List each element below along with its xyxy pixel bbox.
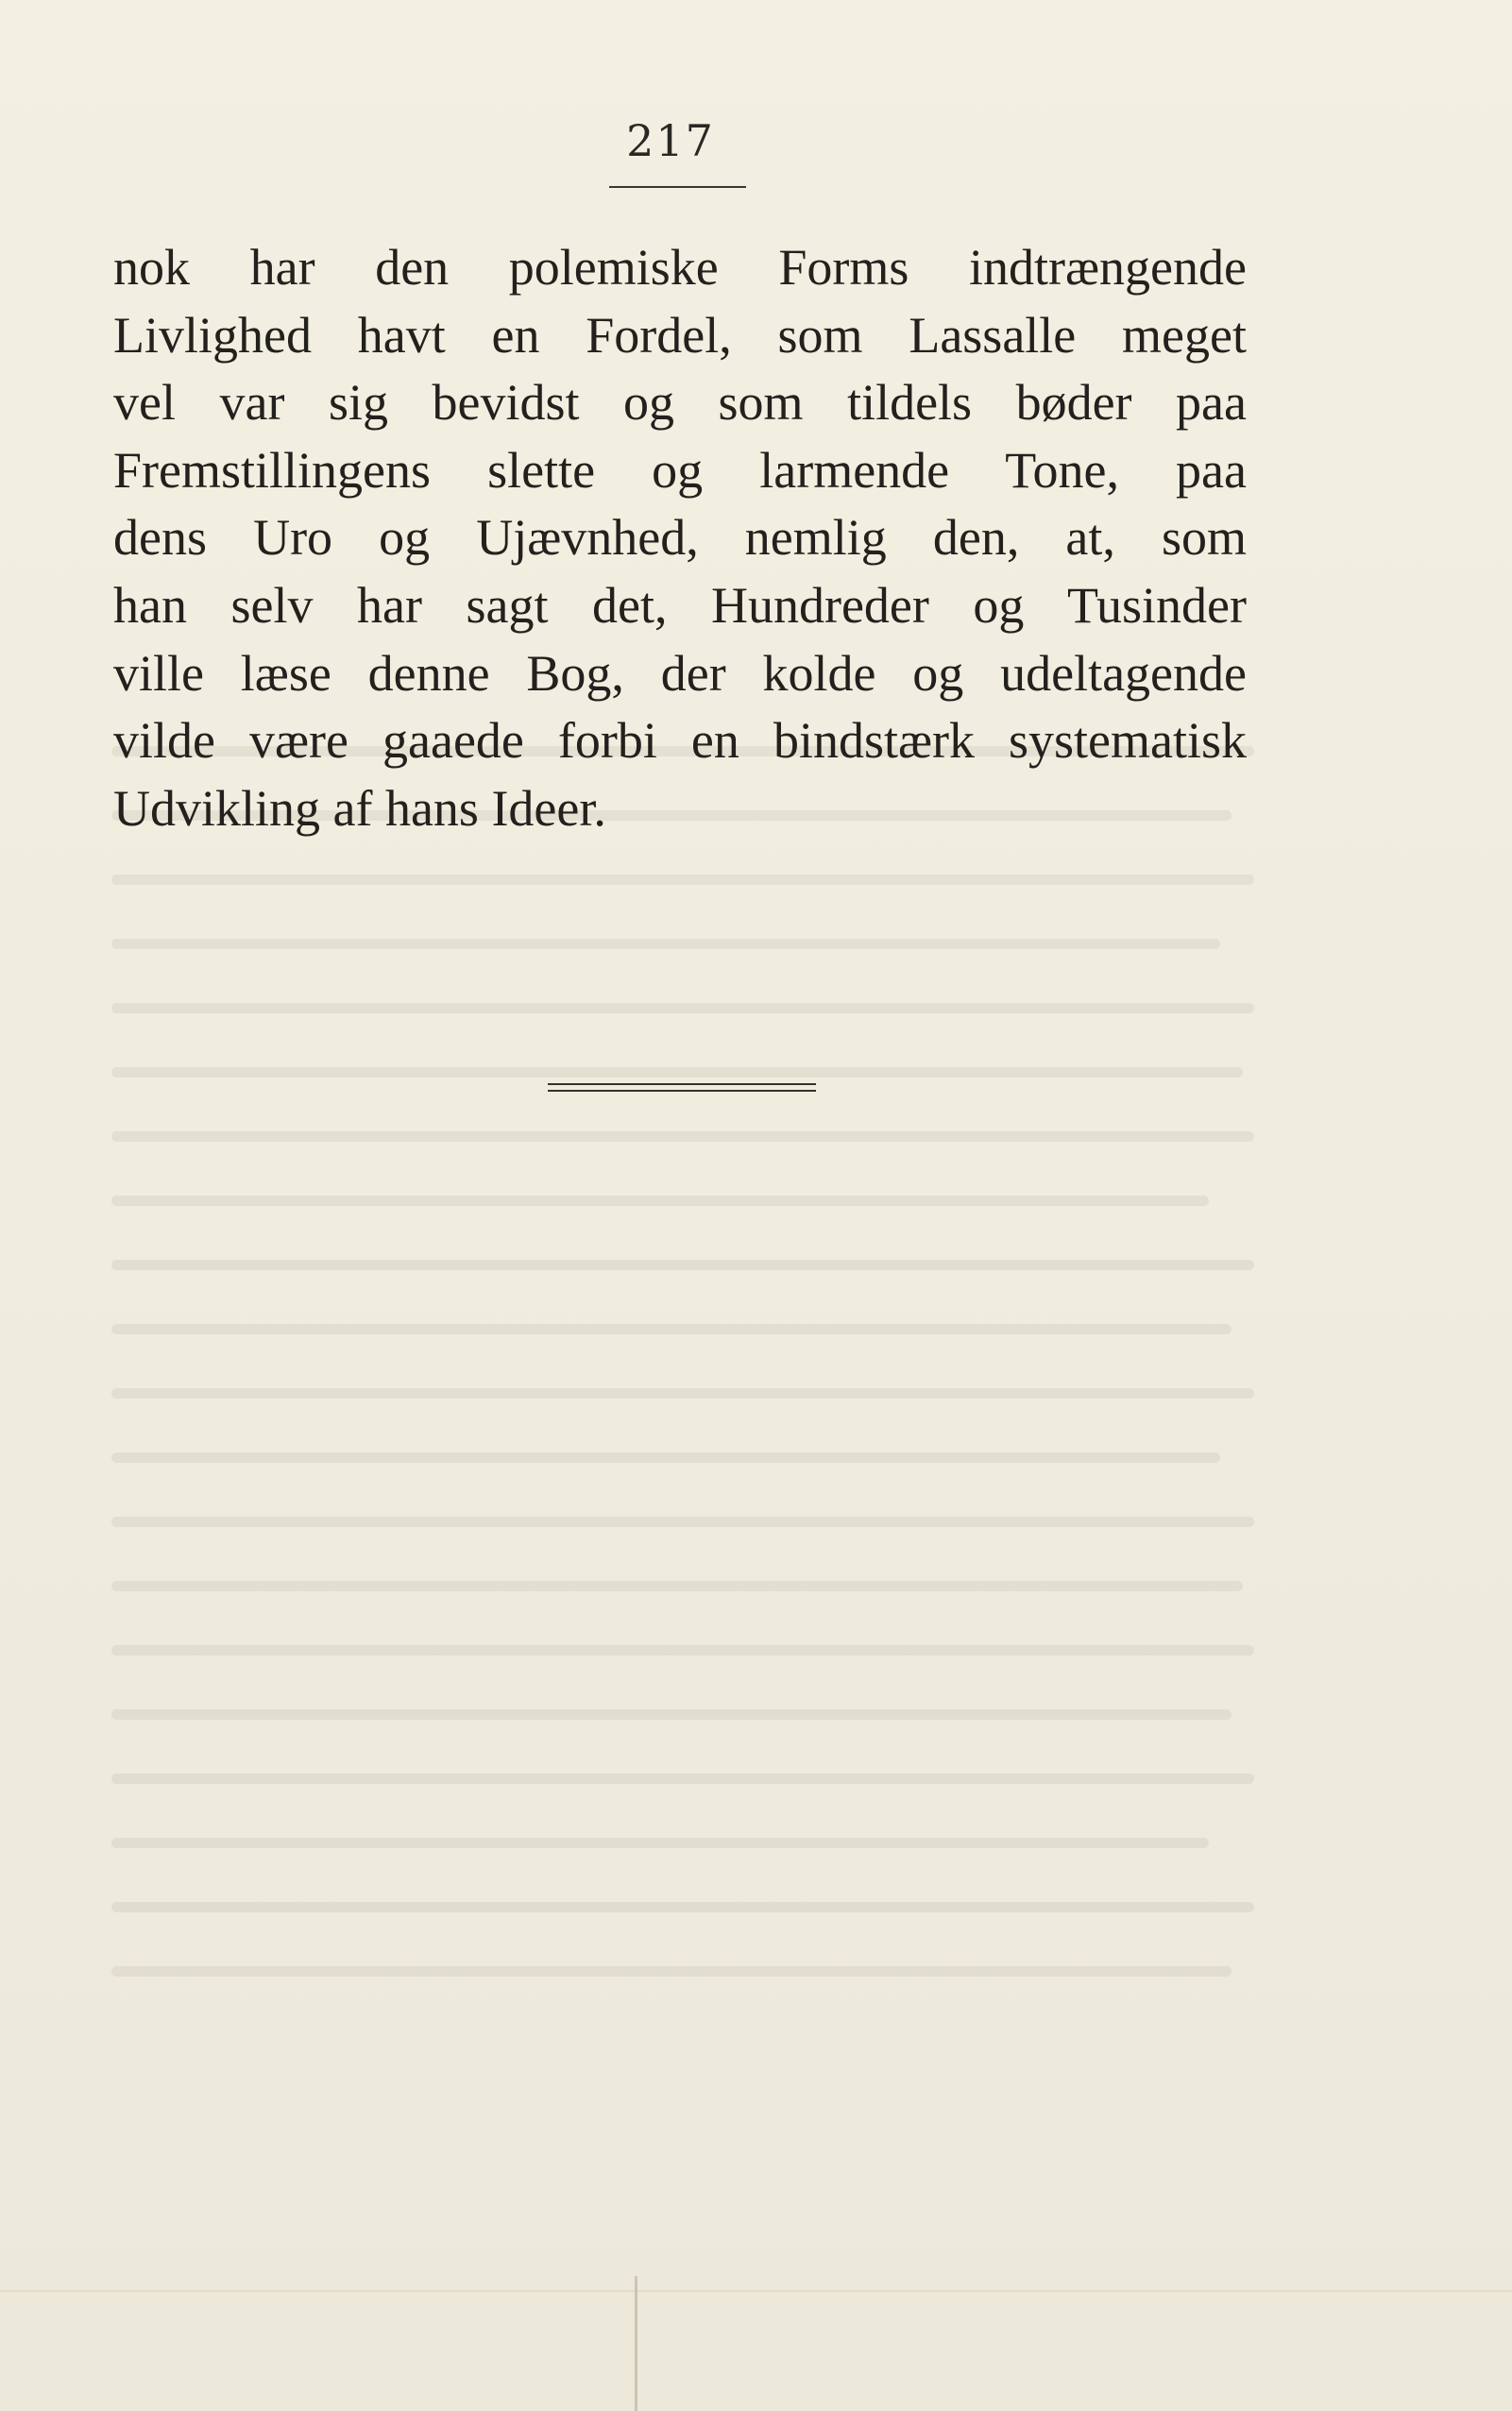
text-line: han selv har sagt det, Hundreder og Tusinder <box>113 576 1247 634</box>
bleed-through-texture <box>111 746 1254 2087</box>
text-line: ville læse denne Bog, der kolde og udeltagende <box>113 644 1247 702</box>
page-number-rule <box>609 186 746 188</box>
section-end-double-rule <box>548 1083 816 1092</box>
text-line: Udvikling af hans Ideer. <box>113 779 606 837</box>
scan-gutter-mark <box>635 2276 637 2411</box>
text-line: vel var sig bevidst og som tildels bøder paa <box>113 374 1247 432</box>
text-line: Fremstillingens slette og larmende Tone, paa <box>113 441 1247 499</box>
text-line: Livlighed havt en Fordel, som Lassalle meget <box>113 306 1247 364</box>
text-line: vilde være gaaede forbi en bindstærk systematisk <box>113 712 1247 770</box>
scan-edge-line <box>0 2290 1512 2292</box>
text-line: dens Uro og Ujævnhed, nemlig den, at, som <box>113 509 1247 567</box>
text-line: nok har den polemiske Forms indtrængende <box>113 239 1247 296</box>
body-paragraph <box>113 234 1247 842</box>
page-number: 217 <box>626 115 715 166</box>
